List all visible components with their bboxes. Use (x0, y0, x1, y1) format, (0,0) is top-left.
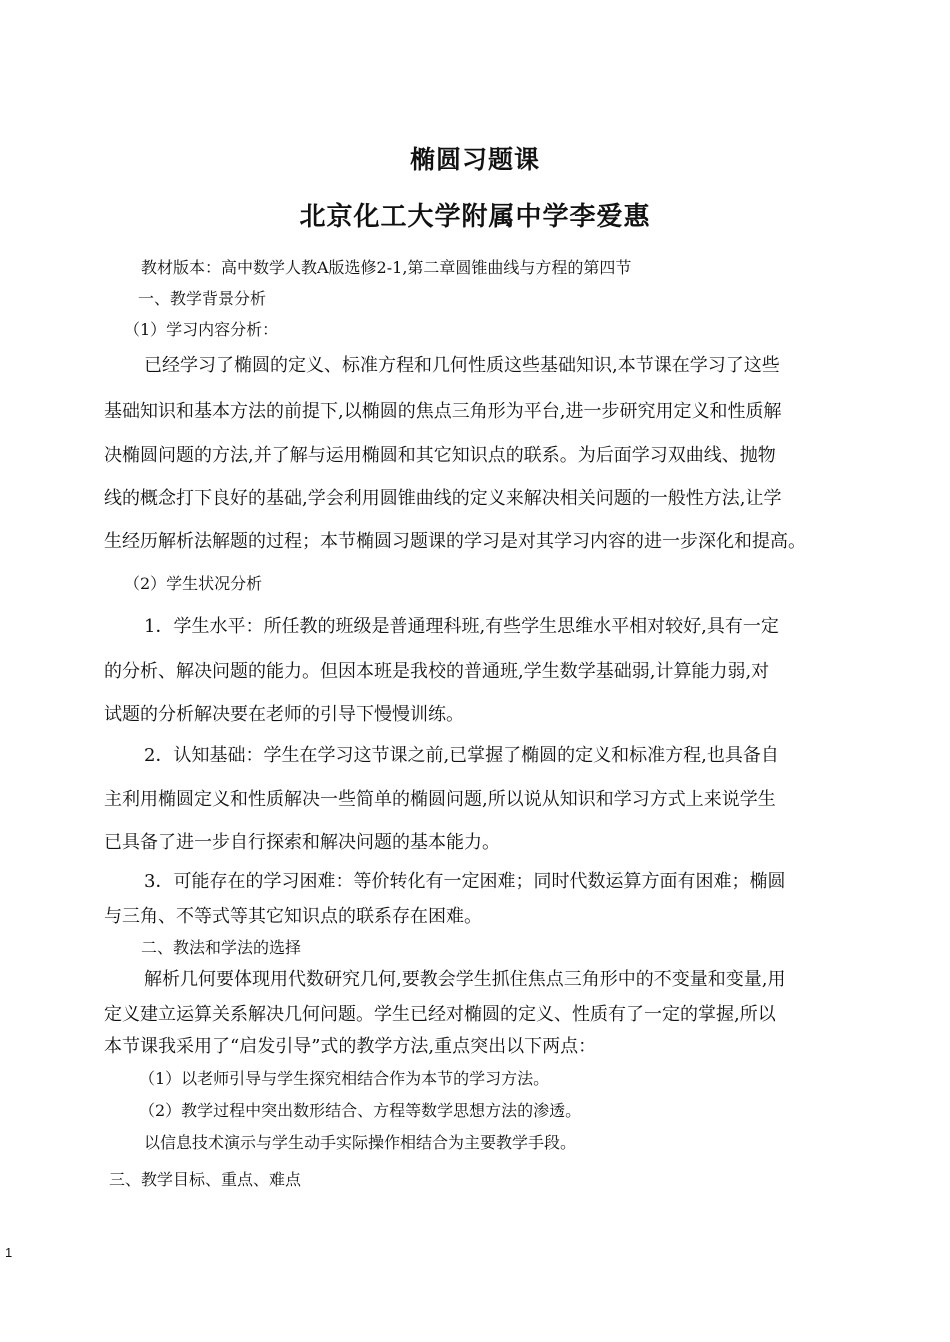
section-1-heading: 一、教学背景分析 (138, 289, 267, 308)
content-analysis-line: 已经学习了椭圆的定义、标准方程和几何性质这些基础知识,本节课在学习了这些 (144, 355, 780, 376)
cognitive-basis-line: 2．认知基础：学生在学习这节课之前,已掌握了椭圆的定义和标准方程,也具备自 (144, 745, 779, 766)
method-point-1: （1）以老师引导与学生探究相结合作为本节的学习方法。 (139, 1069, 550, 1088)
content-analysis-line: 线的概念打下良好的基础,学会利用圆锥曲线的定义来解决相关问题的一般性方法,让学 (104, 488, 782, 509)
student-level-line: 的分析、解决问题的能力。但因本班是我校的普通班,学生数学基础弱,计算能力弱,对 (104, 661, 770, 682)
method-closing: 以信息技术演示与学生动手实际操作相结合为主要教学手段。 (144, 1133, 577, 1152)
difficulty-line: 与三角、不等式等其它知识点的联系存在困难。 (104, 906, 482, 927)
method-line: 解析几何要体现用代数研究几何,要教会学生抓住焦点三角形中的不变量和变量,用 (144, 969, 786, 990)
content-analysis-line: 决椭圆问题的方法,并了解与运用椭圆和其它知识点的联系。为后面学习双曲线、抛物 (104, 445, 776, 466)
subsection-2-heading: （2）学生状况分析 (124, 574, 263, 593)
student-level-line: 试题的分析解决要在老师的引导下慢慢训练。 (104, 704, 464, 725)
subsection-1-heading: （1）学习内容分析： (124, 320, 279, 339)
content-analysis-line: 基础知识和基本方法的前提下,以椭圆的焦点三角形为平台,进一步研究用定义和性质解 (104, 401, 782, 422)
content-analysis-line: 生经历解析法解题的过程；本节椭圆习题课的学习是对其学习内容的进一步深化和提高。 (104, 531, 806, 552)
section-3-heading: 三、教学目标、重点、难点 (109, 1170, 302, 1189)
method-line: 本节课我采用了“启发引导”式的教学方法,重点突出以下两点： (104, 1036, 597, 1057)
edition-line: 教材版本：高中数学人教A版选修2-1,第二章圆锥曲线与方程的第四节 (141, 258, 632, 277)
page-number: 1 (5, 1245, 13, 1260)
author-line: 北京化工大学附属中学李爱惠 (299, 202, 651, 232)
difficulty-line: 3．可能存在的学习困难：等价转化有一定困难；同时代数运算方面有困难；椭圆 (144, 871, 786, 892)
method-line: 定义建立运算关系解决几何问题。学生已经对椭圆的定义、性质有了一定的掌握,所以 (104, 1004, 776, 1025)
section-2-heading: 二、教法和学法的选择 (141, 938, 302, 957)
student-level-line: 1．学生水平：所任教的班级是普通理科班,有些学生思维水平相对较好,具有一定 (144, 616, 779, 637)
method-point-2: （2）教学过程中突出数形结合、方程等数学思想方法的渗透。 (139, 1101, 582, 1120)
cognitive-basis-line: 主利用椭圆定义和性质解决一些简单的椭圆问题,所以说从知识和学习方式上来说学生 (104, 789, 776, 810)
cognitive-basis-line: 已具备了进一步自行探索和解决问题的基本能力。 (104, 832, 500, 853)
document-title: 椭圆习题课 (409, 145, 540, 174)
